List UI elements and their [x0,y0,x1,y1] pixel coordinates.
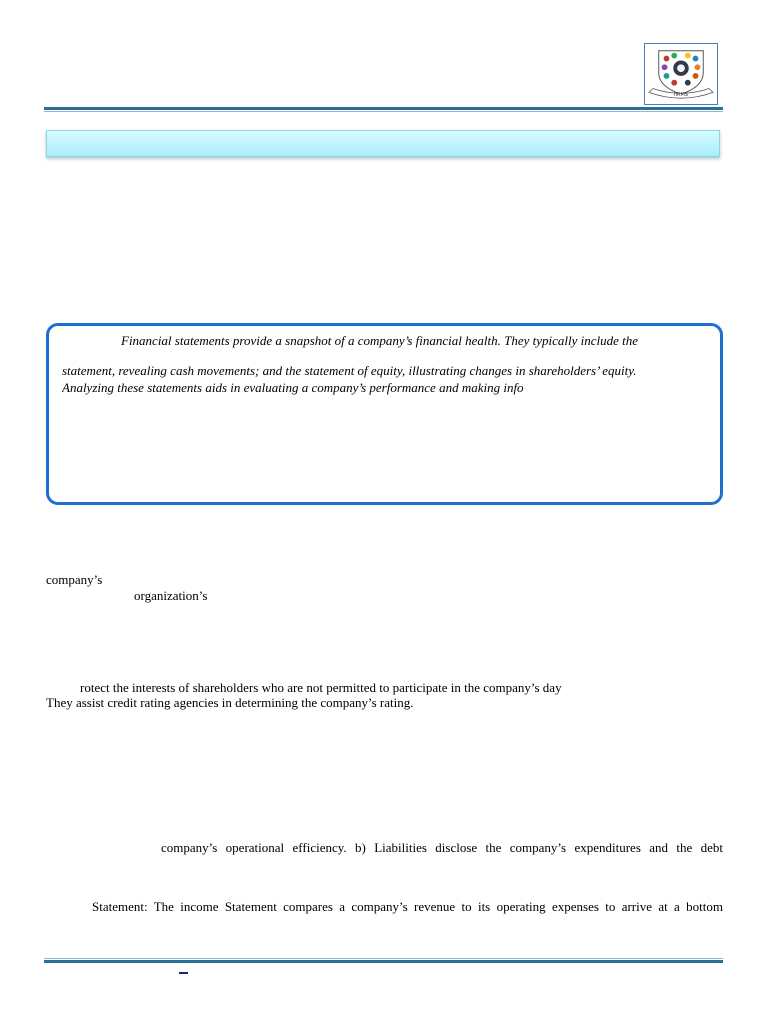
summary-line-1: Financial statements provide a snapshot of a company’s financial health. They typically include the [121,333,639,348]
text-fragment-income-statement: Statement: The income Statement compares a company’s revenue to its operating expenses to arrive at a bottom [92,899,723,914]
text-fragment-liabilities: company’s operational efficiency. b) Liabilities disclose the company’s expenditures and the debt [161,840,723,855]
header-rule [44,107,723,110]
logo-banner-text: IIRMS [674,92,688,98]
text-fragment-credit-rating: They assist credit rating agencies in determining the company’s rating. [46,695,414,710]
title-banner [46,130,720,157]
text-fragment-protect: rotect the interests of shareholders who are not permitted to participate in the company’s day [80,680,562,695]
footer-rule-thin [44,958,723,959]
summary-line-2: statement, revealing cash movements; and the statement of equity, illustrating changes in shareholders’ equity. [62,363,637,378]
text-fragment-organizations: organization’s [134,588,208,603]
footer-rule [44,960,723,963]
summary-line-3: Analyzing these statements aids in evaluating a company’s performance and making info [62,380,524,395]
text-fragment-companys: company’s [46,572,103,587]
institute-logo [644,43,718,105]
header-rule-thin [44,111,723,112]
footer-dash [179,972,188,974]
summary-box [46,323,723,505]
